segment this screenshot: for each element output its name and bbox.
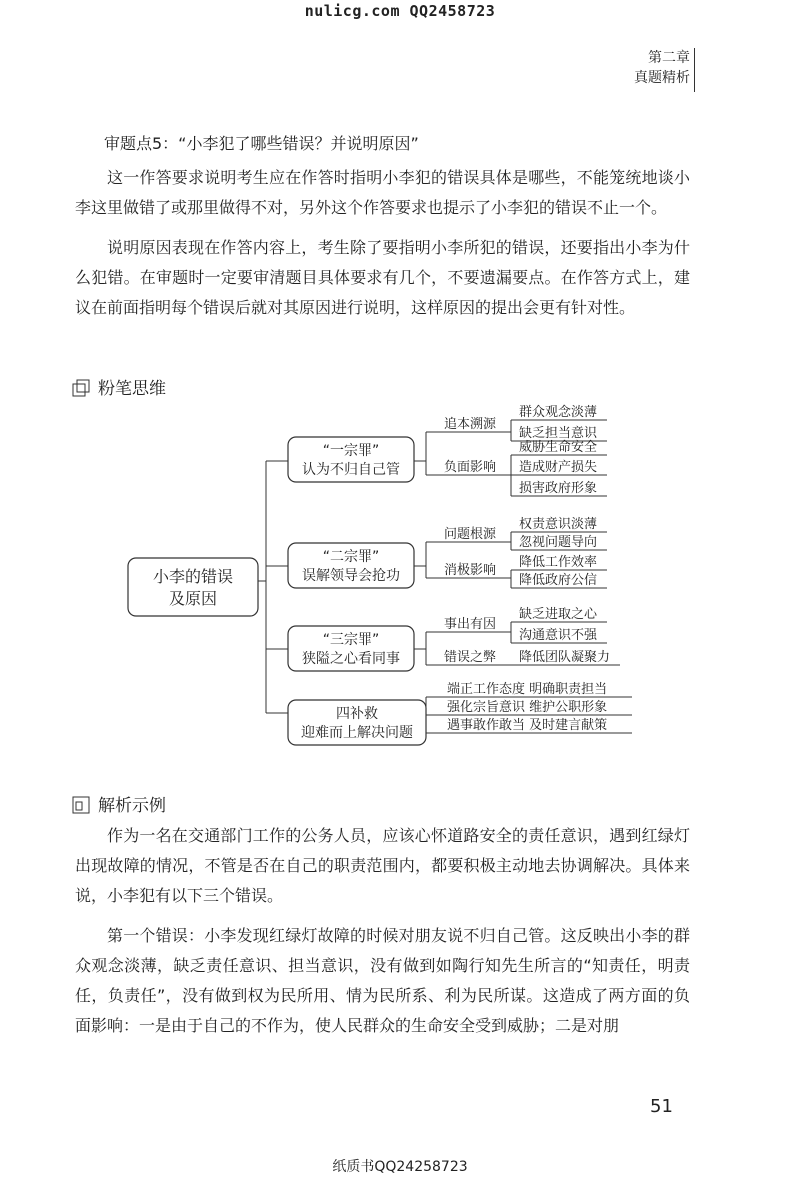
top-watermark: nulicg.com QQ2458723: [304, 2, 496, 20]
mindmap-heading-text: 粉笔思维: [98, 379, 166, 399]
leaf: 遇事敢作敢当 及时建言献策: [447, 718, 608, 733]
leaf: 降低工作效率: [519, 555, 598, 570]
leaf: 降低团队凝聚力: [519, 650, 611, 665]
analysis-heading: [72, 791, 166, 816]
leaf: 强化宗旨意识 维护公职形象: [447, 700, 608, 715]
branch-1-title: “一宗罪”: [322, 443, 380, 459]
branch-1-sub-2: 负面影响: [443, 460, 497, 475]
leaf: 造成财产损失: [519, 460, 598, 475]
mindmap-root-line2: 及原因: [168, 589, 218, 608]
review-paragraph-2: 说明原因表现在作答内容上，考生除了要指明小李所犯的错误，还要指出小李为什么犯错。在审题时一定要审清题目具体要求有几个，不要遗漏要点。在作答方式上，建议在前面指明每个错误后就对其原因进行说明，这样原因的提出会更有针对性。: [75, 238, 690, 317]
branch-2-sub-1: 问题根源: [443, 527, 497, 542]
analysis-paragraph-1: 作为一名在交通部门工作的公务人员，应该心怀道路安全的责任意识，遇到红绿灯出现故障的情况，不管是否在自己的职责范围内，都要积极主动地去协调解决。具体来说，小李犯有以下三个错误。: [75, 826, 690, 905]
branch-3-sub-1: 事出有因: [443, 617, 497, 632]
branch-2-subtitle: 误解领导会抢功: [302, 568, 400, 584]
leaf: 端正工作态度 明确职责担当: [447, 682, 608, 697]
branch-3-sub-2: 错误之弊: [443, 650, 497, 665]
branch-4-subtitle: 迎难而上解决问题: [301, 725, 413, 741]
bottom-watermark: 纸质书QQ24258723: [332, 1159, 468, 1175]
branch-4-title: 四补救: [336, 706, 378, 722]
analysis-heading-text: 解析示例: [98, 796, 166, 816]
leaf: 群众观念淡薄: [519, 405, 598, 420]
leaf: 缺乏进取之心: [519, 607, 598, 622]
leaf: 沟通意识不强: [519, 628, 598, 643]
leaf: 忽视问题导向: [519, 535, 598, 550]
review-point-title: 审题点5：“小李犯了哪些错误？并说明原因”: [104, 134, 419, 153]
branch-3-subtitle: 狭隘之心看同事: [302, 651, 400, 667]
branch-2-title: “二宗罪”: [322, 549, 380, 565]
leaf: 降低政府公信: [519, 573, 598, 588]
chapter-title: 第二章: [648, 50, 690, 66]
leaf: 缺乏担当意识: [519, 426, 598, 441]
branch-1-subtitle: 认为不归自己管: [302, 462, 400, 478]
branch-3-title: “三宗罪”: [322, 632, 380, 648]
review-paragraph-1: 这一作答要求说明考生应在作答时指明小李犯的错误具体是哪些，不能笼统地谈小李这里做错了或那里做得不对，另外这个作答要求也提示了小李犯的错误不止一个。: [75, 168, 690, 217]
leaf: 损害政府形象: [519, 481, 598, 496]
analysis-section-icon: [72, 796, 90, 814]
leaf: 威胁生命安全: [519, 440, 598, 455]
branch-1-sub-1: 追本溯源: [443, 417, 497, 432]
mindmap-root-line1: 小李的错误: [152, 567, 234, 586]
chapter-subtitle: 真题精析: [634, 70, 690, 86]
page-number: 51: [650, 1096, 673, 1117]
branch-2-sub-2: 消极影响: [443, 563, 497, 578]
leaf: 权责意识淡薄: [519, 517, 598, 532]
analysis-paragraph-2: 第一个错误：小李发现红绿灯故障的时候对朋友说不归自己管。这反映出小李的群众观念淡薄，缺乏责任意识、担当意识，没有做到如陶行知先生所言的“知责任，明责任，负责任”，没有做到权为民所用、情为民所系、利为民所谋。这造成了两方面的负面影响：一是由于自己的不作为，使人民群众的生命安全受到威胁；二是对朋: [75, 926, 690, 1035]
